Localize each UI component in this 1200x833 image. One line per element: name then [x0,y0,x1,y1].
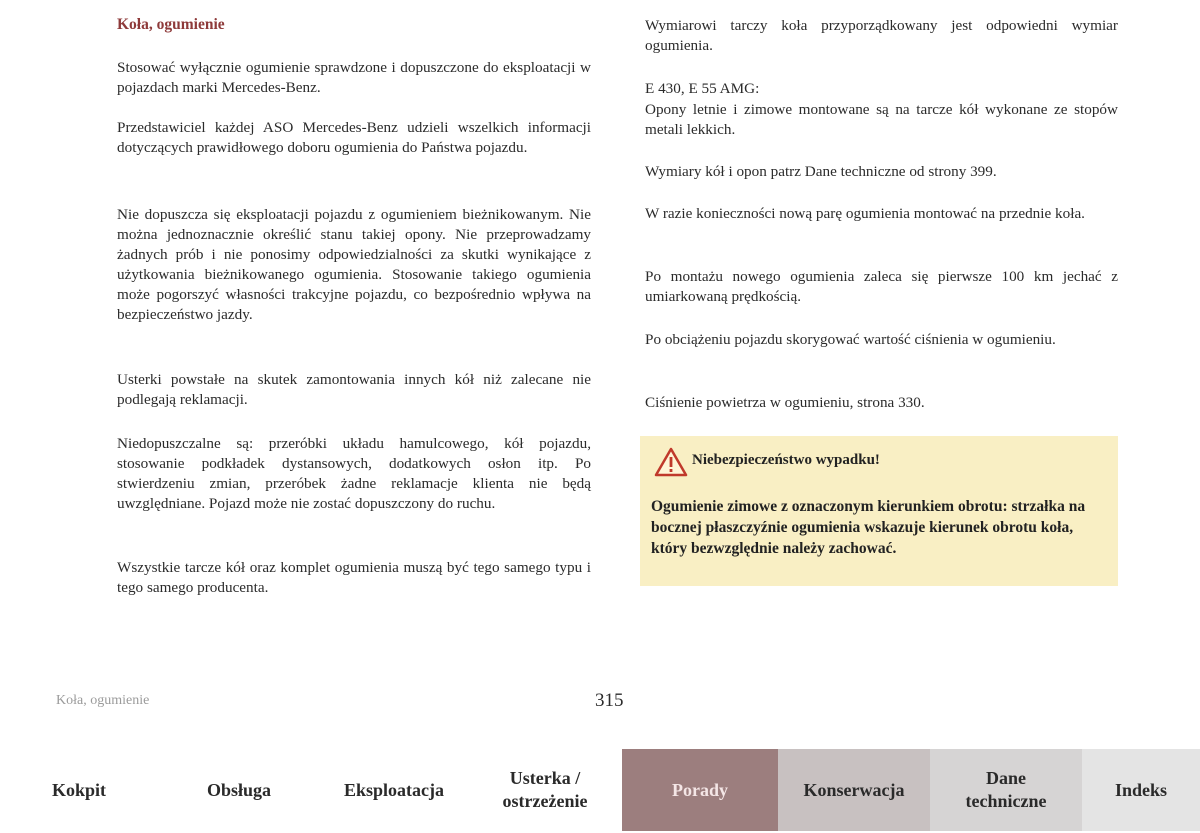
warning-body: Ogumienie zimowe z oznaczonym kierunkiem obrotu: strzałka na bocznej płaszczyźnie ogumienia wskazuje kierunek obrotu koła, który bezwzględnie należy zachować. [651,498,1086,557]
left-paragraph-6: Wszystkie tarcze kół oraz komplet ogumienia muszą być tego samego typu i tego samego producenta. [117,559,591,596]
right-paragraph-3: Wymiary kół i opon patrz Dane techniczne od strony 399. [645,163,997,180]
nav-tab-eksploatacja[interactable]: Eksploatacja [343,779,444,800]
page-number: 315 [595,690,624,711]
left-paragraph-1: Stosować wyłącznie ogumienie sprawdzone i dopuszczone do eksploatacji w pojazdach marki Mercedes-Benz. [117,59,591,96]
left-paragraph-5: Niedopuszczalne są: przeróbki układu hamulcowego, kół pojazdu, stosowanie podkładek dystansowych, dodatkowych osłon itp. Po stwierdzeniu zmian, przeróbek żadne reklamacje klienta nie będą uwzględniane. Pojazd może nie zostać dopuszczony do ruchu. [117,435,591,512]
warning-triangle-icon [654,447,688,482]
nav-tab-usterka-ostrzezenie[interactable]: Usterka / ostrzeżenie [502,768,588,811]
right-paragraph-4: W razie konieczności nową parę ogumienia montować na przednie koła. [645,205,1085,222]
nav-tab-indeks[interactable]: Indeks [1082,749,1200,831]
warning-box [640,436,1118,586]
footer-chapter-label: Koła, ogumienie [56,693,150,708]
left-paragraph-2: Przedstawiciel każdej ASO Mercedes-Benz udzieli wszelkich informacji dotyczących prawidłowego doboru ogumienia do Państwa pojazdu. [117,119,591,156]
warning-header [654,452,880,469]
nav-tab-dane-techniczne[interactable]: Dane techniczne [930,749,1082,831]
right-paragraph-1: Wymiarowi tarczy koła przyporządkowany jest odpowiedni wymiar ogumienia. [645,17,1118,54]
nav-tab-konserwacja[interactable]: Konserwacja [778,749,930,831]
left-paragraph-3: Nie dopuszcza się eksploatacji pojazdu z ogumieniem bieżnikowanym. Nie można jednoznacznie określić stanu takiej opony. Nie przeprowadzamy żadnych prób i nie ponosimy odpowiedzialności za skutki wynikające z użytkowania bieżnikowanego ogumienia. Stosowanie takiego ogumienia może pogorszyć własności trakcyjne pojazdu, co bezpośrednio wpływa na bezpieczeństwo jazdy. [117,206,591,323]
nav-tab-porady[interactable]: Porady [622,749,778,831]
chapter-navigation-bar [0,749,1200,831]
section-title: Koła, ogumienie [117,16,225,33]
right-paragraph-7: Ciśnienie powietrza w ogumieniu, strona 330. [645,394,925,411]
warning-title: Niebezpieczeństwo wypadku! [692,452,880,468]
nav-tab-obsluga[interactable]: Obsługa [206,779,272,800]
right-paragraph-5: Po montażu nowego ogumienia zaleca się pierwsze 100 km jechać z umiarkowaną prędkością. [645,268,1118,305]
right-paragraph-2: Opony letnie i zimowe montowane są na tarcze kół wykonane ze stopów metali lekkich. [645,101,1118,138]
left-paragraph-4: Usterki powstałe na skutek zamontowania innych kół niż zalecane nie podlegają reklamacji. [117,371,591,408]
nav-tab-kokpit[interactable]: Kokpit [51,779,107,800]
right-paragraph-6: Po obciążeniu pojazdu skorygować wartość ciśnienia w ogumieniu. [645,331,1056,348]
engine-variant-heading: E 430, E 55 AMG: [645,80,760,97]
